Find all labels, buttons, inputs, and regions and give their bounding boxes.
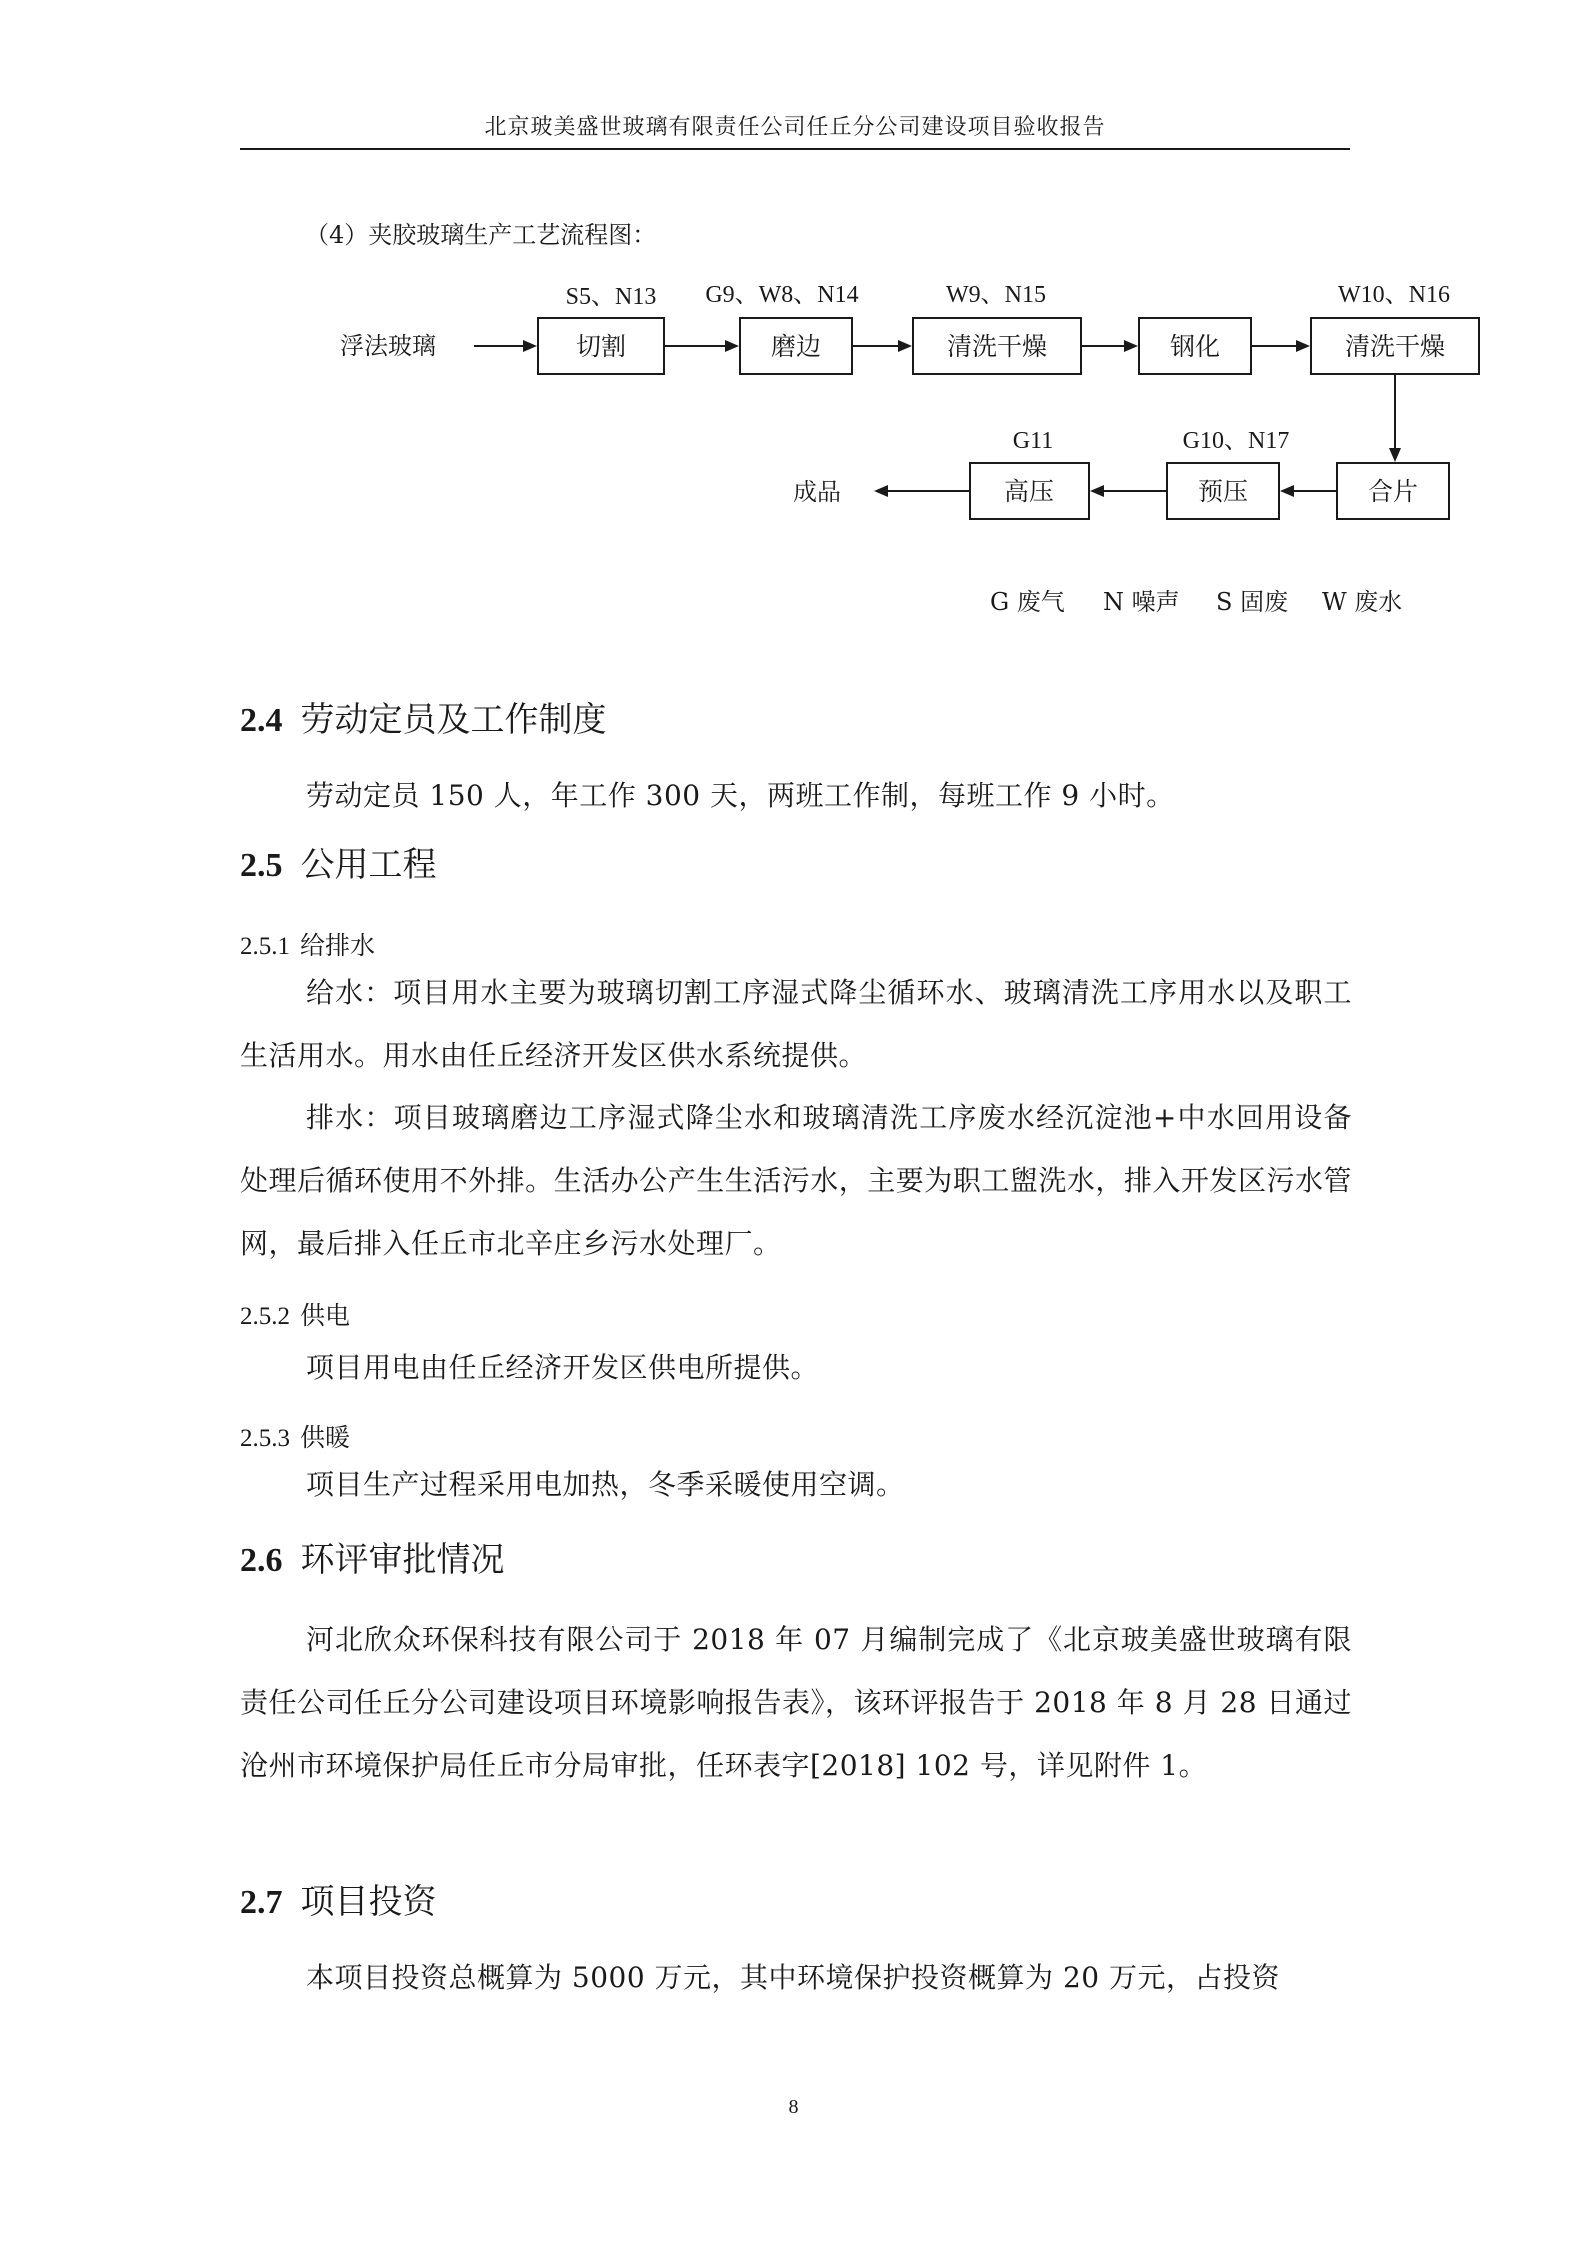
flow-step-7-label: 预压 <box>1197 477 1249 506</box>
section-2-7-heading <box>240 1874 437 1923</box>
section-2-6-heading <box>240 1532 505 1581</box>
section-number: 2.5.1 <box>240 933 290 960</box>
flow-step-8-tags: G11 <box>1012 428 1054 454</box>
flow-step-1-label: 切割 <box>575 332 627 361</box>
flow-step-1-tags: S5、N13 <box>565 284 657 310</box>
flow-step-5-label: 清洗干燥 <box>1344 332 1446 361</box>
page-number: 8 <box>788 2096 799 2118</box>
figure-caption: （4）夹胶玻璃生产工艺流程图： <box>305 221 657 249</box>
section-number: 2.7 <box>240 1884 283 1921</box>
section-number: 2.6 <box>240 1542 283 1579</box>
legend-noise: N 噪声 <box>1103 588 1180 616</box>
flow-step-8-label: 高压 <box>1003 477 1055 506</box>
section-2-4-text: 劳动定员 150 人，年工作 300 天，两班工作制，每班工作 9 小时。 <box>306 779 1175 812</box>
flow-step-2-tags: G9、W8、N14 <box>705 282 859 308</box>
legend-solid-waste: S 固废 <box>1216 588 1289 616</box>
eia-approval-paragraph: 河北欣众环保科技有限公司于 2018 年 07 月编制完成了《北京玻美盛世玻璃有限责任公司任丘分公司建设项目环境影响报告表》，该环评报告于 2018 年 8 月 28 日通过沧州市环境保护局任丘市分局审批，任环表字[2018] 102 号，详见附件 1。 <box>240 1623 1352 1782</box>
legend-wastewater: W 废水 <box>1322 588 1403 616</box>
section-2-4-heading <box>240 692 607 741</box>
process-flow-diagram <box>0 270 1587 570</box>
section-2-5-2-heading <box>240 1296 350 1332</box>
header-rule <box>240 148 1350 150</box>
flow-step-7-tags: G10、N17 <box>1182 428 1290 454</box>
section-title: 项目投资 <box>300 1882 437 1922</box>
water-drain-paragraph: 排水：项目玻璃磨边工序湿式降尘水和玻璃清洗工序废水经沉淀池+中水回用设备处理后循环使用不外排。生活办公产生生活污水，主要为职工盥洗水，排入开发区污水管网，最后排入任丘市北辛庄乡污水处理厂。 <box>240 1101 1352 1260</box>
document-header: 北京玻美盛世玻璃有限责任公司任丘分公司建设项目验收报告 <box>484 115 1106 140</box>
section-title: 给排水 <box>300 931 376 960</box>
section-number: 2.5.3 <box>240 1425 290 1452</box>
flow-output-label: 成品 <box>793 478 841 506</box>
flow-step-3-tags: W9、N15 <box>946 282 1046 308</box>
flow-step-5-tags: W10、N16 <box>1338 282 1450 308</box>
section-title: 供暖 <box>300 1423 351 1452</box>
section-title: 环评审批情况 <box>300 1540 505 1580</box>
flow-step-6-label: 合片 <box>1367 477 1419 506</box>
legend-gas: G 废气 <box>990 588 1065 616</box>
flow-step-4-label: 钢化 <box>1169 332 1221 361</box>
section-title: 劳动定员及工作制度 <box>300 700 607 740</box>
section-2-5-heading <box>240 837 437 886</box>
section-title: 公用工程 <box>300 845 437 885</box>
flow-input-label: 浮法玻璃 <box>340 332 436 360</box>
investment-paragraph: 本项目投资总概算为 5000 万元，其中环境保护投资概算为 20 万元，占投资 <box>306 1961 1280 1994</box>
section-2-5-3-heading <box>240 1418 350 1454</box>
section-number: 2.5 <box>240 847 283 884</box>
heating-paragraph: 项目生产过程采用电加热，冬季采暖使用空调。 <box>306 1468 905 1501</box>
flow-step-2-label: 磨边 <box>770 332 822 361</box>
power-supply-paragraph: 项目用电由任丘经济开发区供电所提供。 <box>306 1351 820 1384</box>
section-title: 供电 <box>300 1301 351 1330</box>
water-supply-paragraph: 给水：项目用水主要为玻璃切割工序湿式降尘循环水、玻璃清洗工序用水以及职工生活用水。用水由任丘经济开发区供水系统提供。 <box>240 976 1352 1072</box>
section-number: 2.4 <box>240 702 283 739</box>
section-number: 2.5.2 <box>240 1303 290 1330</box>
section-2-5-1-heading <box>240 926 375 962</box>
flow-step-3-label: 清洗干燥 <box>946 332 1048 361</box>
